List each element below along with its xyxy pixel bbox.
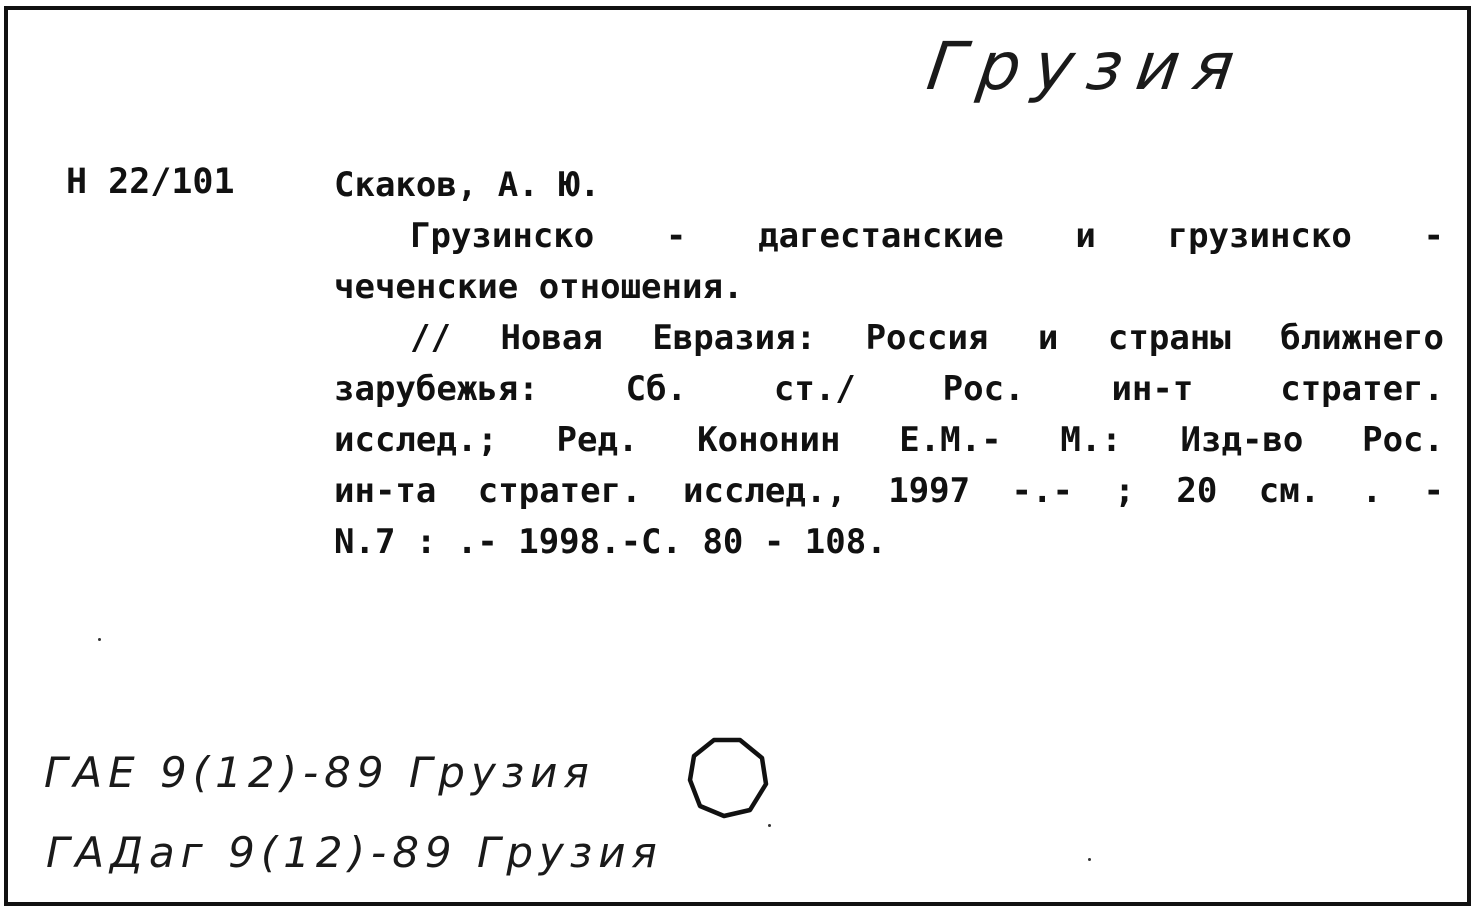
- classification-line-1: ГАЕ 9(12)-89 Грузия: [44, 748, 595, 797]
- source-line-2: зарубежья: Сб. ст./ Рос. ин-т стратег.: [334, 369, 1444, 409]
- classification-line-2: ГАДаг 9(12)-89 Грузия: [46, 828, 663, 877]
- source-line-3: исслед.; Ред. Кононин Е.М.- М.: Изд-во Рос.: [334, 420, 1444, 460]
- octagon-stamp-icon: [684, 734, 770, 820]
- shelf-mark: Н 22/101: [66, 162, 235, 202]
- bibliographic-entry: [334, 160, 1444, 568]
- source-line-1: // Новая Евразия: Россия и страны ближнего: [410, 318, 1444, 358]
- title-line-1: Грузинско - дагестанские и грузинско -: [410, 216, 1444, 256]
- paper-speck: [98, 638, 101, 641]
- author: Скаков, А. Ю.: [334, 165, 601, 205]
- topic-heading: Грузия: [922, 28, 1253, 105]
- source-line-5: N.7 : .- 1998.-С. 80 - 108.: [334, 522, 887, 562]
- catalog-card: [4, 6, 1471, 906]
- paper-speck: [768, 824, 771, 827]
- source-line-4: ин-та стратег. исслед., 1997 -.- ; 20 см. . -: [334, 471, 1444, 511]
- title-line-2: чеченские отношения.: [334, 267, 744, 307]
- paper-speck: [1088, 858, 1091, 861]
